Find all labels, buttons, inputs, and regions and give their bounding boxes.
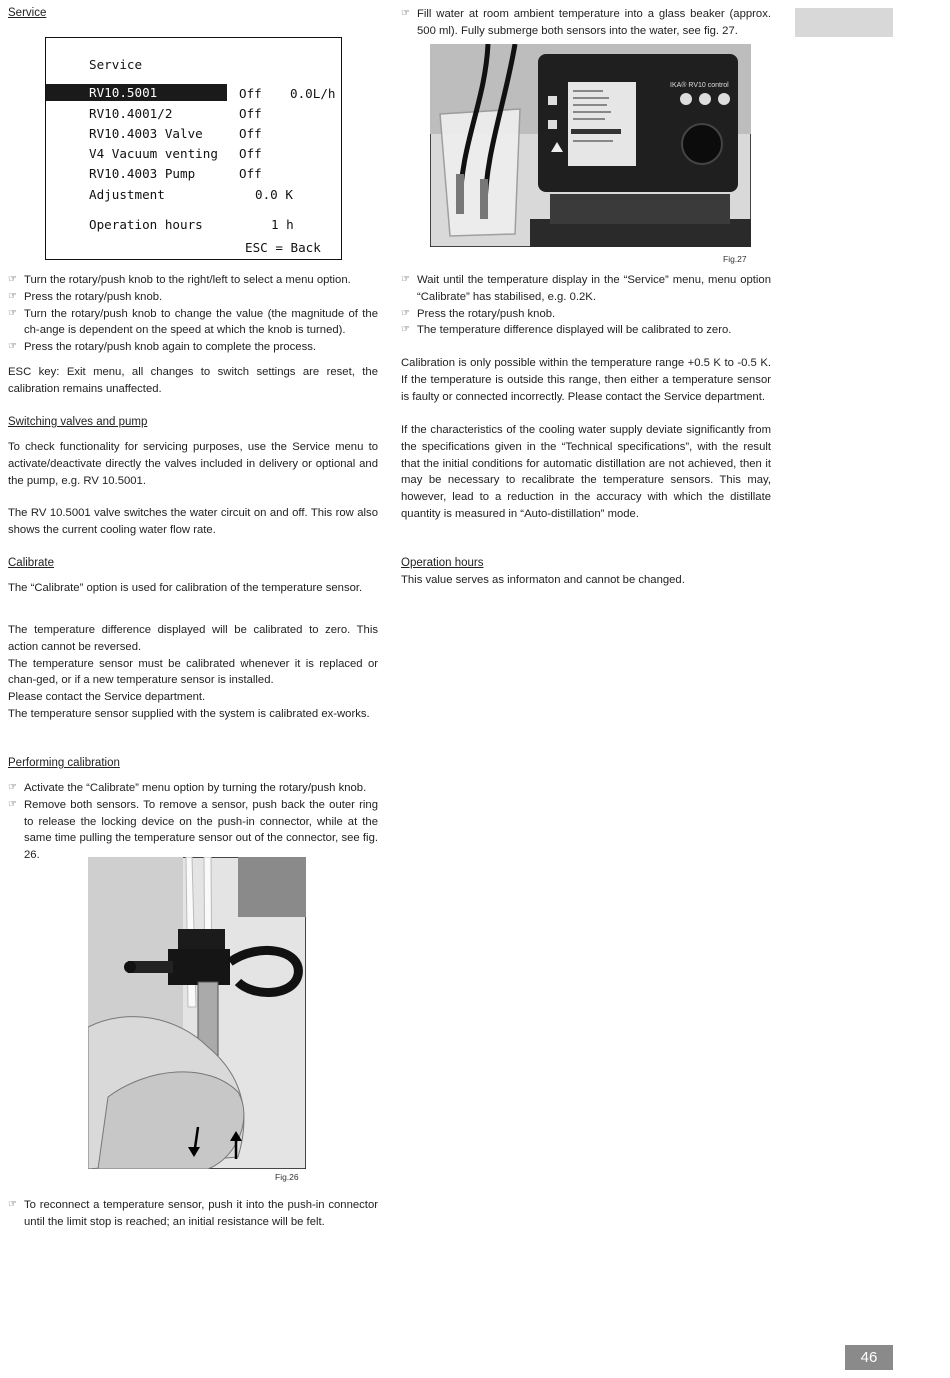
figure-26-caption: Fig.26 [275, 1172, 299, 1182]
pointing-hand-icon: ☞ [8, 341, 17, 353]
lcd-adjustment-label: Adjustment [89, 187, 165, 202]
pointing-hand-icon: ☞ [401, 324, 410, 336]
page-number: 46 [845, 1345, 893, 1370]
list-item: ☞ Turn the rotary/push knob to the right/left to select a menu option. [8, 272, 378, 289]
lcd-adjustment-value: 0.0 K [255, 187, 293, 202]
lcd-row-state: Off [239, 166, 262, 181]
lcd-row-state: Off [239, 86, 262, 101]
lcd-row-state: Off [239, 146, 262, 161]
list-item: ☞ Turn the rotary/push knob to change the value (the magnitude of the ch-ange is dependent on the speed at which the knob is turned). [8, 307, 378, 337]
lcd-title: Service [89, 57, 143, 72]
lcd-row-selected-label: RV10.5001 [46, 84, 227, 101]
lcd-row-value: 0.0L/h [290, 86, 336, 101]
chapter-tab [795, 8, 893, 37]
service-menu-display [45, 37, 342, 260]
calibration-notes [8, 622, 378, 723]
lcd-hours-label: Operation hours [89, 217, 203, 232]
list-item: ☞ Fill water at room ambient temperature into a glass beaker (approx. 500 ml). Fully submerge both sensors into the water, see fig. 27. [401, 8, 771, 37]
list-item: ☞ Press the rotary/push knob again to complete the process. [8, 339, 378, 356]
list-item: ☞ Activate the “Calibrate” menu option by turning the rotary/push knob. [8, 780, 378, 797]
list-item: ☞ The temperature difference displayed will be calibrated to zero. [401, 322, 771, 339]
note-line: The temperature sensor supplied with the system is calibrated ex-works. [8, 707, 370, 720]
list-item: ☞ To reconnect a temperature sensor, push it into the push-in connector until the limit stop is reached; an initial resistance will be felt. [8, 1199, 378, 1228]
pointing-hand-icon: ☞ [8, 782, 17, 793]
section-heading-calibrate: Calibrate [8, 557, 55, 569]
lcd-esc-hint: ESC = Back [245, 240, 321, 255]
figure-27-photo [430, 44, 751, 247]
valve-paragraph: The RV 10.5001 valve switches the water circuit on and off. This row also shows the current cooling water flow rate. [8, 507, 378, 536]
note-line: The temperature sensor must be calibrated whenever it is replaced or chan-ged, or if a new temperature sensor is installed. [8, 657, 378, 687]
section-heading-operation-hours: Operation hours [401, 557, 484, 569]
pointing-hand-icon: ☞ [401, 274, 410, 285]
instruction-list-stabilise [401, 272, 771, 339]
list-item: ☞ Wait until the temperature display in the “Service” menu, menu option “Calibrate” has stabilised, e.g. 0.2K. [401, 274, 771, 303]
note-line: The temperature difference displayed will be calibrated to zero. This action cannot be reversed. [8, 624, 378, 653]
list-item: ☞ Press the rotary/push knob. [8, 289, 378, 306]
calibrate-paragraph: The “Calibrate” option is used for calibration of the temperature sensor. [8, 582, 363, 594]
range-paragraph: Calibration is only possible within the temperature range +0.5 K to -0.5 K. If the temperature is outside this range, then either a temperature sensor is faulty or connected incorrectly. Please contact the Service department. [401, 357, 771, 403]
figure-27-caption: Fig.27 [723, 254, 747, 264]
lcd-row-label: RV10.4003 Pump [89, 166, 196, 181]
cooling-water-paragraph: If the characteristics of the cooling water supply deviate significantly from the specifications given in the “Technical specifications”, with the result that the initial conditions for automatic distillation are not achieved, then it may be necessary to recalibrate the temperature sensors. This may, however, lead to a reduction in the accuracy with which the distillate quantity is measured in “Auto-distillation” mode. [401, 424, 771, 520]
pointing-hand-icon: ☞ [8, 1199, 17, 1210]
section-heading-performing: Performing calibration [8, 757, 120, 769]
pointing-hand-icon: ☞ [8, 290, 17, 302]
lcd-row-label: RV10.4001/2 [89, 106, 173, 121]
device-brand-label: IKA® RV10 control [670, 82, 729, 89]
pointing-hand-icon: ☞ [8, 798, 17, 810]
section-heading-service: Service [8, 7, 47, 19]
lcd-row-state: Off [239, 126, 262, 141]
switching-paragraph: To check functionality for servicing purposes, use the Service menu to activate/deactivate directly the valves included in delivery or optional and the pump, e.g. RV 10.5001. [8, 441, 378, 487]
lcd-row-label: V4 Vacuum venting [89, 146, 218, 161]
section-heading-switching: Switching valves and pump [8, 416, 148, 428]
reconnect-instruction [8, 1197, 378, 1231]
instruction-list-knob [8, 272, 378, 356]
pointing-hand-icon: ☞ [401, 307, 410, 319]
figure-26-photo [88, 857, 306, 1169]
pointing-hand-icon: ☞ [8, 307, 17, 319]
pointing-hand-icon: ☞ [8, 274, 17, 285]
lcd-hours-value: 1 h [271, 217, 294, 232]
lcd-row-state: Off [239, 106, 262, 121]
note-line: Please contact the Service department. [8, 691, 206, 704]
pointing-hand-icon: ☞ [401, 8, 410, 19]
lcd-row-label: RV10.4003 Valve [89, 126, 203, 141]
list-item: ☞ Remove both sensors. To remove a sensor, push back the outer ring to release the locking device on the push-in connector, while at the same time pulling the temperature sensor out of the connector, see fig. 26. [8, 798, 378, 862]
fill-water-instruction [401, 6, 771, 40]
esc-key-paragraph: ESC key: Exit menu, all changes to switch settings are reset, the calibration remains unaffected. [8, 366, 378, 395]
instruction-list-calibration [8, 780, 378, 864]
operation-hours-paragraph: This value serves as informaton and cannot be changed. [401, 574, 685, 586]
list-item: ☞ Press the rotary/push knob. [401, 306, 771, 323]
